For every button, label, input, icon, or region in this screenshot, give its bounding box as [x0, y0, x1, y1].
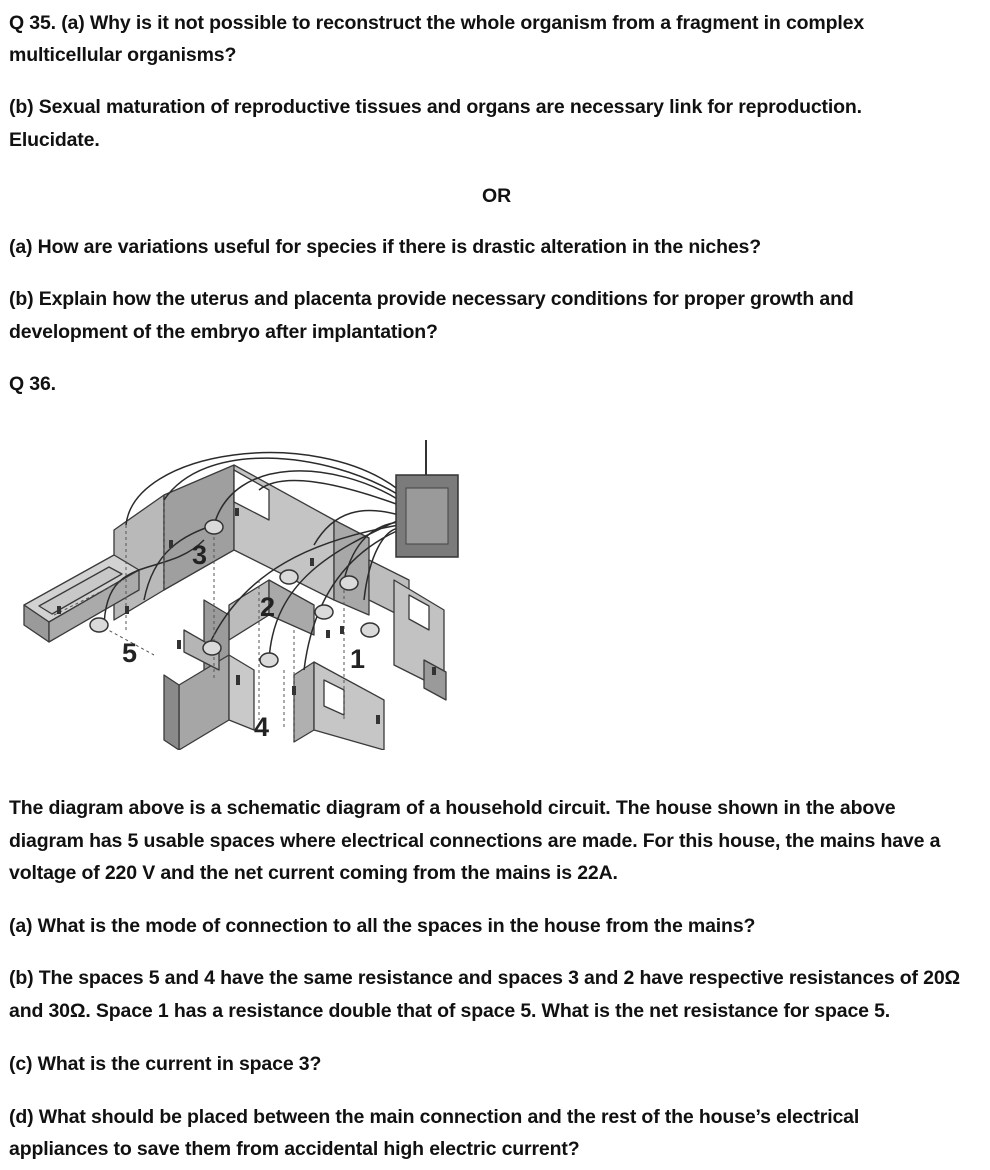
q36-intro-line1: The diagram above is a schematic diagram of a household circuit. The house shown in the above — [9, 797, 896, 819]
space-label-1: 1 — [350, 644, 366, 674]
q36-intro-line2: diagram has 5 usable spaces where electrical connections are made. For this house, the mains have a — [9, 830, 941, 852]
q35-a-line1: Q 35. (a) Why is it not possible to reconstruct the whole organism from a fragment in complex — [9, 12, 865, 34]
q36-d-line2: appliances to save them from accidental high electric current? — [9, 1138, 580, 1160]
household-circuit-diagram — [14, 430, 484, 750]
q35-alt-a: (a) How are variations useful for species if there is drastic alteration in the niches? — [9, 236, 762, 258]
mains-box — [396, 440, 458, 557]
q36-intro-line3: voltage of 220 V and the net current coming from the mains is 22A. — [9, 862, 618, 884]
space-label-2: 2 — [260, 592, 276, 622]
space-label-3: 3 — [192, 540, 208, 570]
q35-alt-b-line2: development of the embryo after implantation? — [9, 321, 438, 343]
q36-label: Q 36. — [9, 373, 56, 395]
q35-a-line2: multicellular organisms? — [9, 44, 237, 66]
space-label-4: 4 — [254, 712, 270, 742]
q36-b-line1: (b) The spaces 5 and 4 have the same resistance and spaces 3 and 2 have respective resistances of 20Ω — [9, 967, 961, 989]
q36-a: (a) What is the mode of connection to all the spaces in the house from the mains? — [9, 915, 756, 937]
q36-b-line2: and 30Ω. Space 1 has a resistance double that of space 5. What is the net resistance for space 5. — [9, 1000, 891, 1022]
q36-d-line1: (d) What should be placed between the main connection and the rest of the house’s electrical — [9, 1106, 860, 1128]
q35-b-line2: Elucidate. — [9, 129, 100, 151]
house-walls — [24, 465, 446, 750]
or-separator: OR — [482, 185, 512, 207]
q36-c: (c) What is the current in space 3? — [9, 1053, 322, 1075]
space-label-5: 5 — [122, 638, 138, 668]
q35-b-line1: (b) Sexual maturation of reproductive tissues and organs are necessary link for reproduction. — [9, 96, 862, 118]
q35-alt-b-line1: (b) Explain how the uterus and placenta provide necessary conditions for proper growth and — [9, 288, 854, 310]
